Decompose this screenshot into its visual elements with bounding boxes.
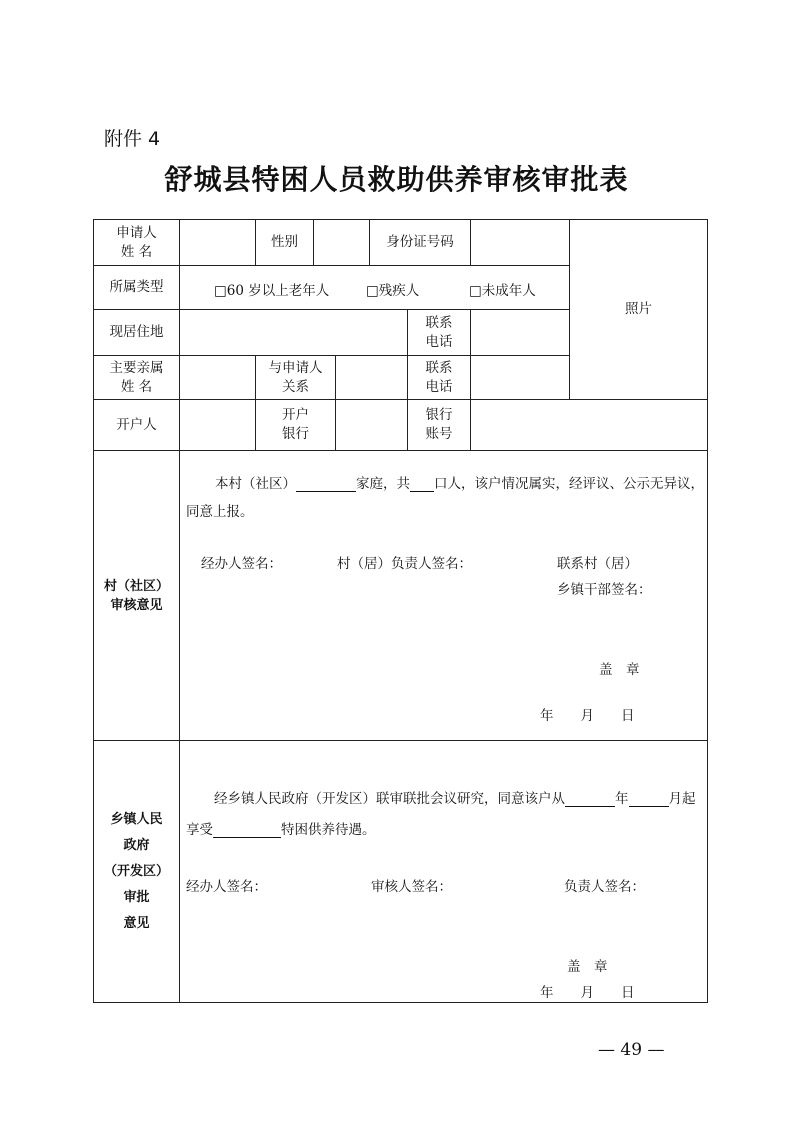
approval-form-table <box>93 219 708 1003</box>
start-month-blank[interactable] <box>629 792 669 807</box>
gender-label: 性别 <box>271 234 298 250</box>
account-holder-label: 开户人 <box>116 416 157 433</box>
checkbox-minor[interactable]: □未成年人 <box>469 283 536 299</box>
applicant-name-field[interactable] <box>180 220 255 265</box>
account-holder-field[interactable] <box>180 400 255 450</box>
village-text: 本村（社区） <box>215 476 296 492</box>
village-handler-sign[interactable]: 经办人签名： <box>201 556 282 572</box>
village-label-line: 村（社区） <box>103 578 169 594</box>
town-label-line: （开发区） <box>103 864 169 879</box>
village-opinion-line1 <box>215 472 704 492</box>
town-handler-sign[interactable]: 经办人签名： <box>186 879 267 895</box>
bank-field[interactable] <box>336 400 407 450</box>
bank-account-field[interactable] <box>471 400 707 450</box>
id-number-field[interactable] <box>471 220 569 265</box>
town-opinion-line2 <box>186 818 376 838</box>
table-rule <box>94 740 707 741</box>
category-label: 所属类型 <box>109 279 164 295</box>
town-date[interactable]: 年 月 日 <box>540 985 635 1001</box>
village-seal: 盖 章 <box>599 662 640 678</box>
town-seal: 盖 章 <box>567 959 608 975</box>
applicant-name-label: 申请人姓 名 <box>116 224 157 260</box>
village-review-label <box>94 451 179 740</box>
address-label: 现居住地 <box>109 324 164 340</box>
town-text: 经乡镇人民政府（开发区）联审联批会议研究，同意该户从 <box>214 791 565 807</box>
persons-blank[interactable] <box>410 477 434 492</box>
town-text: 年 <box>615 791 629 807</box>
relation-field[interactable] <box>336 356 407 399</box>
town-text: 月起 <box>668 791 696 807</box>
relative-phone-field[interactable] <box>471 356 569 399</box>
relative-phone-label: 联系电话 <box>425 359 453 395</box>
town-reviewer-sign[interactable]: 审核人签名： <box>371 879 452 895</box>
town-label-line: 乡镇人民 <box>110 812 163 827</box>
start-year-blank[interactable] <box>565 792 615 807</box>
relative-name-label: 主要亲属姓 名 <box>109 359 164 395</box>
benefit-type-blank[interactable] <box>213 823 281 838</box>
town-head-sign[interactable]: 负责人签名： <box>564 879 645 895</box>
town-approval-label <box>94 741 179 1003</box>
checkbox-elderly[interactable]: □60 岁以上老年人 <box>214 283 330 299</box>
table-rule <box>94 450 707 451</box>
town-label-line: 政府 <box>123 838 150 853</box>
id-number-label: 身份证号码 <box>386 234 454 250</box>
attachment-label: 附件 4 <box>104 128 161 150</box>
village-date[interactable]: 年 月 日 <box>540 708 635 724</box>
photo-box[interactable]: 照片 <box>625 301 652 317</box>
town-text: 享受 <box>186 822 213 838</box>
household-blank[interactable] <box>296 477 356 492</box>
gender-field[interactable] <box>314 220 369 265</box>
form-title: 舒城县特困人员救助供养审核审批表 <box>164 163 629 196</box>
page-number: — 49 — <box>598 1040 665 1060</box>
village-liaison-sign[interactable]: 乡镇干部签名： <box>557 582 652 598</box>
bank-label: 开户银行 <box>282 407 309 442</box>
village-text: 口人，该户情况属实，经评议、公示无异议， <box>434 476 704 492</box>
village-opinion-line2: 同意上报。 <box>186 504 254 520</box>
town-text: 特困供养待遇。 <box>281 822 376 838</box>
village-liaison-line1: 联系村（居） <box>557 556 638 572</box>
village-head-sign[interactable]: 村（居）负责人签名： <box>337 556 472 572</box>
town-label-line: 审批 <box>123 890 150 905</box>
phone-label: 联系电话 <box>425 314 453 350</box>
phone-field[interactable] <box>471 310 569 355</box>
town-label-line: 意见 <box>123 916 150 931</box>
bank-account-label: 银行账号 <box>425 407 453 442</box>
village-text: 家庭，共 <box>356 476 410 492</box>
address-field[interactable] <box>180 310 407 355</box>
town-opinion-line1 <box>214 787 696 807</box>
relation-label: 与申请人关系 <box>268 359 323 395</box>
checkbox-disabled[interactable]: □残疾人 <box>366 283 420 299</box>
village-label-line: 审核意见 <box>110 597 163 613</box>
relative-name-field[interactable] <box>180 356 255 399</box>
